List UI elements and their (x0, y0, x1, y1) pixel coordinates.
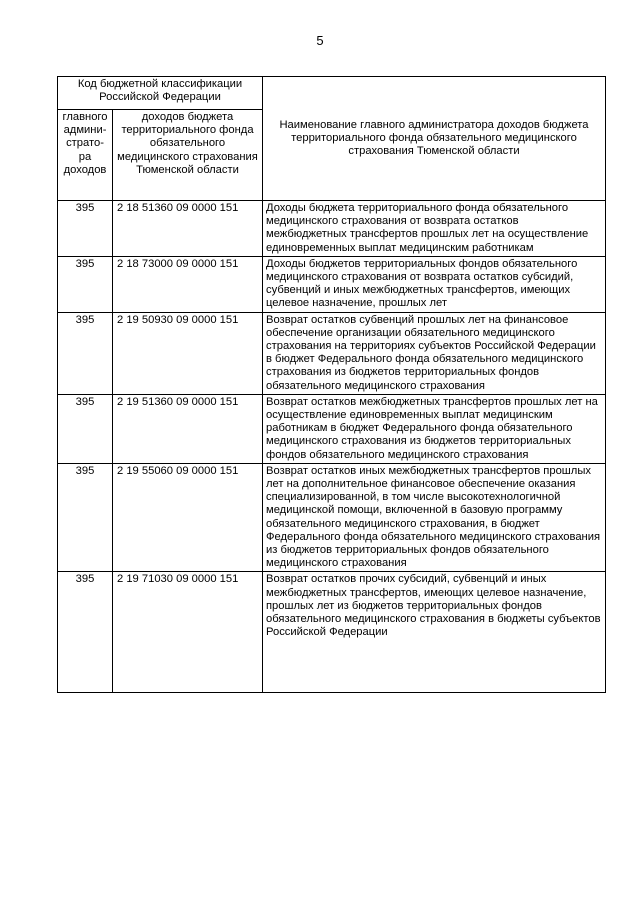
cell-income-code: 2 19 71030 09 0000 151 (113, 572, 263, 693)
cell-name: Возврат остатков субвенций прошлых лет на финансовое обеспечение организации обязательного медицинского страхования на территориях субъектов Российской Федерации в бюджет Федерального фонда обязательного медицинского страхования из бюджетов территориальных фондов обязательного медицинского страхования (263, 312, 606, 394)
cell-admin-code: 395 (58, 572, 113, 693)
cell-name: Доходы бюджета территориального фонда обязательного медицинского страхования от возврата остатков межбюджетных трансфертов прошлых лет на осуществление единовременных выплат медицинским работникам (263, 201, 606, 257)
header-group-title: Код бюджетной классификации Российской Федерации (58, 77, 263, 110)
cell-admin-code: 395 (58, 256, 113, 312)
cell-admin-code: 395 (58, 201, 113, 257)
cell-name: Возврат остатков иных межбюджетных трансфертов прошлых лет на дополнительное финансовое обеспечение оказания специализированной, в том числе высокотехнологичной медицинской помощи, включенной в базовую программу обязательного медицинского страхования, в бюджет Федерального фонда обязательного медицинского страхования из бюджетов территориальных фондов обязательного медицинского страхования (263, 463, 606, 572)
header-col-name: Наименование главного администратора доходов бюджета территориального фонда обязательного медицинского страхования Тюменской области (263, 77, 606, 201)
cell-name: Доходы бюджетов территориальных фондов обязательного медицинского страхования от возврата остатков субсидий, субвенций и иных межбюджетных трансфертов, имеющих целевое назначение, прошлых лет (263, 256, 606, 312)
table-row (58, 201, 606, 257)
table-row (58, 463, 606, 572)
table-row (58, 256, 606, 312)
table-row (58, 312, 606, 394)
page-number: 5 (316, 33, 324, 48)
cell-income-code: 2 19 55060 09 0000 151 (113, 463, 263, 572)
table-row (58, 572, 606, 693)
header-col-income: доходов бюджета территориального фонда обязательного медицинского страхования Тюменской области (113, 110, 263, 201)
table-header-row (58, 77, 606, 110)
cell-admin-code: 395 (58, 394, 113, 463)
cell-admin-code: 395 (58, 463, 113, 572)
cell-income-code: 2 18 51360 09 0000 151 (113, 201, 263, 257)
cell-admin-code: 395 (58, 312, 113, 394)
cell-income-code: 2 19 50930 09 0000 151 (113, 312, 263, 394)
header-col-admin: главного админи-страто-ра доходов (58, 110, 113, 201)
cell-name: Возврат остатков межбюджетных трансфертов прошлых лет на осуществление единовременных выплат медицинским работникам в бюджет Федерального фонда обязательного медицинского страхования из бюджетов территориальных фондов обязательного медицинского страхования (263, 394, 606, 463)
table-row (58, 394, 606, 463)
cell-name: Возврат остатков прочих субсидий, субвенций и иных межбюджетных трансфертов, имеющих целевое назначение, прошлых лет из бюджетов территориальных фондов обязательного медицинского страхования в бюджеты субъектов Российской Федерации (263, 572, 606, 693)
budget-classification-table (57, 76, 606, 693)
cell-income-code: 2 19 51360 09 0000 151 (113, 394, 263, 463)
cell-income-code: 2 18 73000 09 0000 151 (113, 256, 263, 312)
